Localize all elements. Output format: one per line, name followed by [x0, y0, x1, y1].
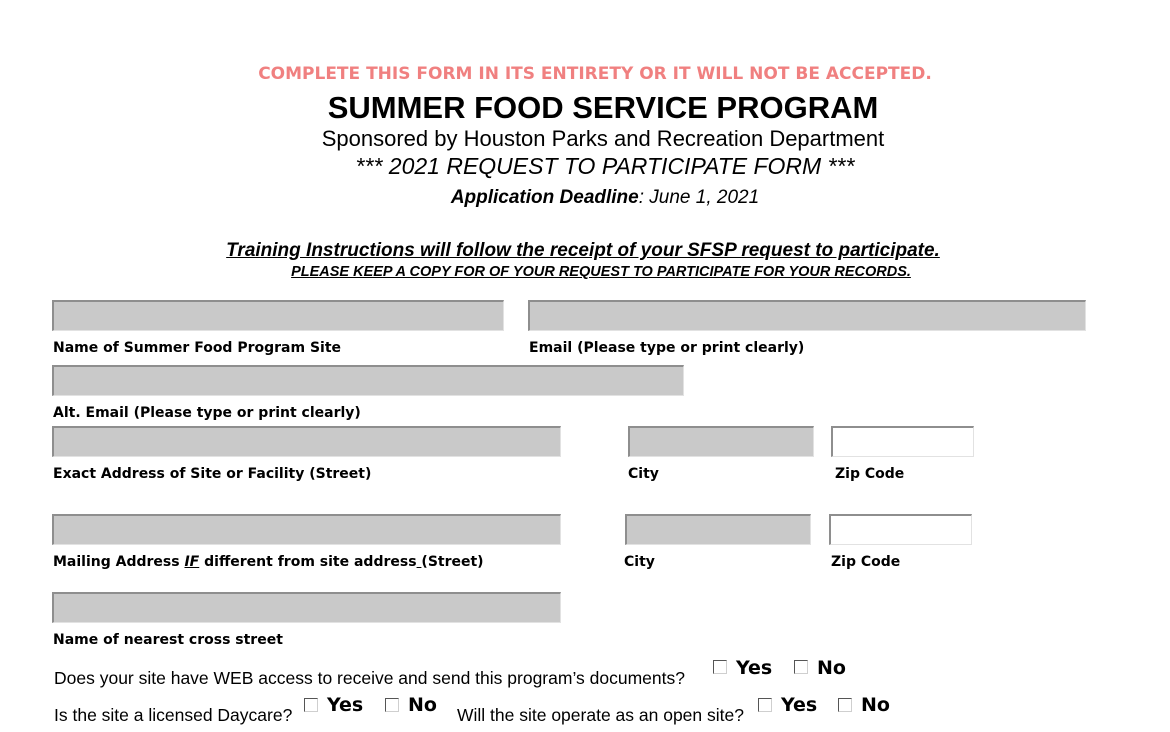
open-site-question: Will the site operate as an open site?	[457, 705, 744, 725]
form-name: *** 2021 REQUEST TO PARTICIPATE FORM ***	[355, 153, 855, 179]
mailing-label-if: IF	[184, 554, 200, 570]
email-label: Email (Please type or print clearly)	[529, 340, 805, 356]
mailing-city-label: City	[624, 554, 655, 570]
page-title: SUMMER FOOD SERVICE PROGRAM	[327, 90, 879, 125]
open-site-yes-label: Yes	[781, 694, 818, 716]
mailing-zip-field[interactable]	[829, 514, 972, 545]
site-city-field[interactable]	[628, 426, 814, 457]
open-site-yes-checkbox[interactable]	[758, 698, 772, 712]
open-site-no-checkbox[interactable]	[838, 698, 852, 712]
site-street-field[interactable]	[52, 426, 561, 457]
daycare-no-checkbox[interactable]	[385, 698, 399, 712]
daycare-question: Is the site a licensed Daycare?	[54, 705, 293, 725]
cross-street-label: Name of nearest cross street	[53, 632, 283, 648]
site-name-label: Name of Summer Food Program Site	[53, 340, 342, 356]
web-access-yes-checkbox[interactable]	[713, 660, 727, 674]
deadline-label: Application Deadline	[450, 187, 639, 208]
daycare-yes-label: Yes	[327, 694, 364, 716]
open-site-no-label: No	[861, 694, 890, 716]
mailing-street-field[interactable]	[52, 514, 561, 545]
web-access-question: Does your site have WEB access to receive and send this program’s documents?	[54, 668, 685, 688]
web-access-yes-label: Yes	[736, 657, 773, 679]
training-note: Training Instructions will follow the receipt of your SFSP request to participate.	[226, 240, 940, 261]
application-deadline	[20, 187, 1170, 209]
mailing-label-mid: different from site address	[199, 554, 417, 570]
form-warning: COMPLETE THIS FORM IN ITS ENTIRETY OR IT WILL NOT BE ACCEPTED.	[258, 64, 932, 84]
mailing-zip-label: Zip Code	[831, 554, 901, 570]
mailing-city-field[interactable]	[625, 514, 811, 545]
alt-email-field[interactable]	[52, 365, 684, 396]
sponsor-line: Sponsored by Houston Parks and Recreation Department	[321, 126, 885, 151]
site-zip-field[interactable]	[831, 426, 974, 457]
cross-street-field[interactable]	[52, 592, 561, 623]
site-city-label: City	[628, 466, 659, 482]
daycare-yes-checkbox[interactable]	[304, 698, 318, 712]
web-access-no-label: No	[817, 657, 846, 679]
site-name-field[interactable]	[52, 300, 504, 331]
email-field[interactable]	[528, 300, 1086, 331]
mailing-label-pre: Mailing Address	[53, 554, 185, 570]
deadline-value: : June 1, 2021	[638, 187, 760, 208]
site-zip-label: Zip Code	[835, 466, 905, 482]
site-street-label: Exact Address of Site or Facility (Street)	[53, 466, 372, 482]
alt-email-label: Alt. Email (Please type or print clearly)	[53, 405, 361, 421]
daycare-no-label: No	[408, 694, 437, 716]
keep-copy-note: PLEASE KEEP A COPY FOR OF YOUR REQUEST TO PARTICIPATE FOR YOUR RECORDS.	[291, 264, 911, 280]
web-access-no-checkbox[interactable]	[794, 660, 808, 674]
mailing-street-label	[53, 554, 484, 570]
mailing-label-post: (Street)	[421, 554, 484, 570]
